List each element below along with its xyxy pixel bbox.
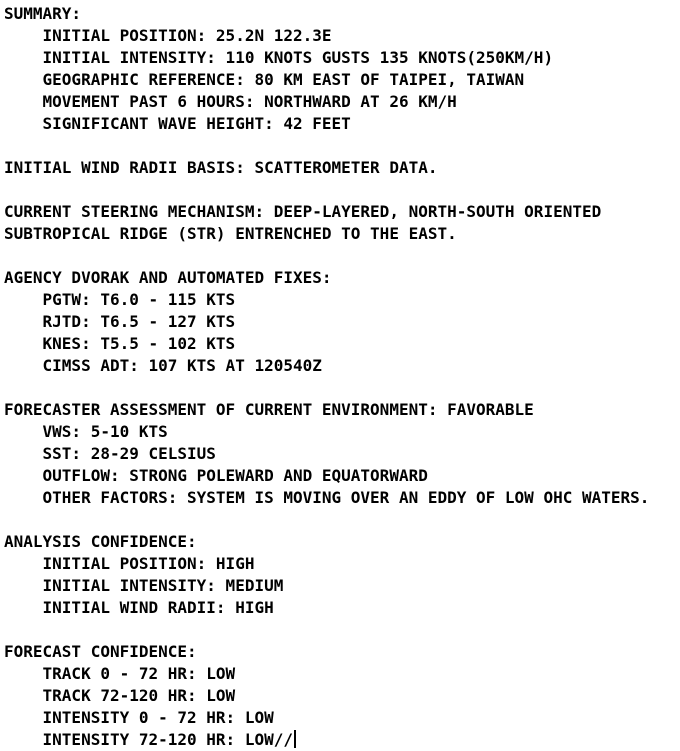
text-line: FORECAST CONFIDENCE: <box>4 642 197 661</box>
text-line: VWS: 5-10 KTS <box>42 422 168 441</box>
text-line: OUTFLOW: STRONG POLEWARD AND EQUATORWARD <box>42 466 428 485</box>
text-line: INITIAL INTENSITY: MEDIUM <box>42 576 284 595</box>
text-line: RJTD: T6.5 - 127 KTS <box>42 312 236 331</box>
text-line: CURRENT STEERING MECHANISM: DEEP-LAYERED, NORTH-SOUTH ORIENTED <box>4 202 602 221</box>
text-line: FORECASTER ASSESSMENT OF CURRENT ENVIRONMENT: FAVORABLE <box>4 400 534 419</box>
text-line: ANALYSIS CONFIDENCE: <box>4 532 197 551</box>
text-line: INTENSITY 0 - 72 HR: LOW <box>42 708 274 727</box>
text-line: OTHER FACTORS: SYSTEM IS MOVING OVER AN EDDY OF LOW OHC WATERS. <box>42 488 650 507</box>
text-line: PGTW: T6.0 - 115 KTS <box>42 290 236 309</box>
text-line: GEOGRAPHIC REFERENCE: 80 KM EAST OF TAIPEI, TAIWAN <box>42 70 525 89</box>
text-line: INITIAL POSITION: 25.2N 122.3E <box>42 26 332 45</box>
text-section-environment-assessment <box>4 399 680 509</box>
text-section-forecast-confidence <box>4 641 680 751</box>
text-line: TRACK 0 - 72 HR: LOW <box>42 664 236 683</box>
text-line: INITIAL WIND RADII: HIGH <box>42 598 274 617</box>
text-line: AGENCY DVORAK AND AUTOMATED FIXES: <box>4 268 332 287</box>
text-section-agency-fixes <box>4 267 680 377</box>
text-section-summary <box>4 3 680 135</box>
text-section-analysis-confidence <box>4 531 680 619</box>
text-line: SUBTROPICAL RIDGE (STR) ENTRENCHED TO THE EAST. <box>4 224 457 243</box>
forecast-discussion-text <box>4 3 680 751</box>
text-line: INITIAL WIND RADII BASIS: SCATTEROMETER DATA. <box>4 158 438 177</box>
text-caret <box>294 730 296 748</box>
text-line: SUMMARY: <box>4 4 82 23</box>
text-line: INITIAL POSITION: HIGH <box>42 554 255 573</box>
text-line: SIGNIFICANT WAVE HEIGHT: 42 FEET <box>42 114 351 133</box>
text-line: SST: 28-29 CELSIUS <box>42 444 216 463</box>
text-line: TRACK 72-120 HR: LOW <box>42 686 236 705</box>
text-section-wind-radii-basis <box>4 157 680 179</box>
text-line: CIMSS ADT: 107 KTS AT 120540Z <box>42 356 322 375</box>
text-line: MOVEMENT PAST 6 HOURS: NORTHWARD AT 26 KM/H <box>42 92 457 111</box>
text-line: KNES: T5.5 - 102 KTS <box>42 334 236 353</box>
text-line: INTENSITY 72-120 HR: LOW// <box>4 729 680 751</box>
text-section-steering-mechanism <box>4 201 680 245</box>
text-line: INITIAL INTENSITY: 110 KNOTS GUSTS 135 KNOTS(250KM/H) <box>42 48 554 67</box>
